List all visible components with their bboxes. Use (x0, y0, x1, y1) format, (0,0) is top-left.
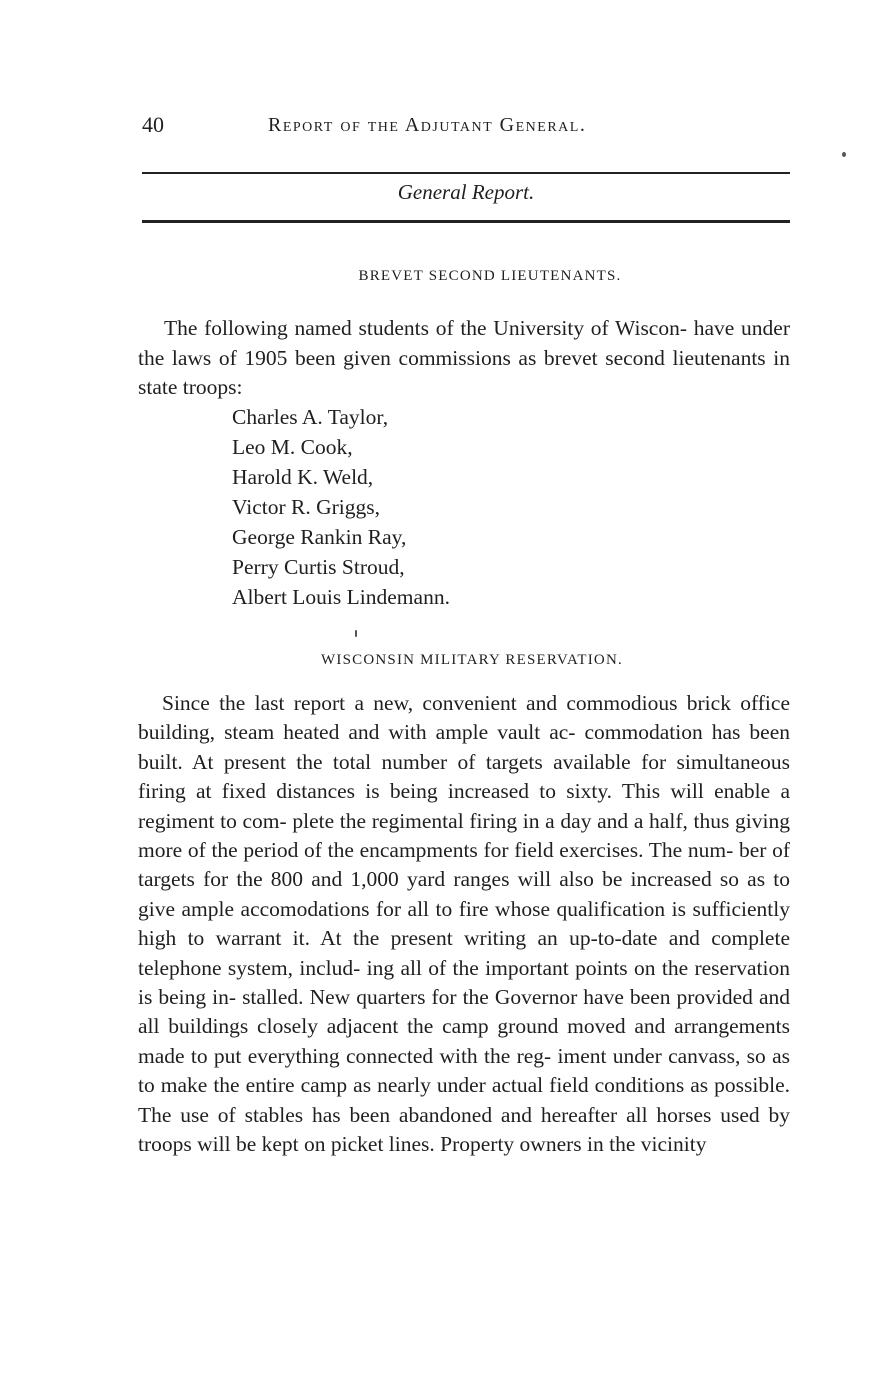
list-item: Leo M. Cook, (232, 435, 353, 459)
lieutenant-name-list (232, 402, 450, 612)
paper-speck (842, 152, 846, 157)
header-rule-bottom (142, 220, 790, 223)
running-title: Report of the Adjutant General. (268, 114, 587, 136)
list-item: Perry Curtis Stroud, (232, 555, 405, 579)
section-heading-reservation: WISCONSIN MILITARY RESERVATION. (321, 652, 623, 668)
list-item: Harold K. Weld, (232, 465, 374, 489)
section-title: General Report. (397, 180, 535, 204)
page-number: 40 (142, 112, 164, 137)
intro-paragraph: The following named students of the University of Wiscon- have under the laws of 1905 been given commissions as brevet second lieutenants in state troops: (138, 316, 790, 399)
paper-speck (355, 630, 357, 637)
list-item: Charles A. Taylor, (232, 405, 389, 429)
list-item: George Rankin Ray, (232, 525, 407, 549)
list-item: Albert Louis Lindemann. (232, 585, 450, 609)
list-item: Victor R. Griggs, (232, 495, 381, 519)
running-head (142, 112, 790, 144)
section-heading-brevet: BREVET SECOND LIEUTENANTS. (358, 268, 622, 284)
header-rule-top (142, 172, 790, 174)
reservation-paragraph: Since the last report a new, convenient and commodious brick office building, steam heated and with ample vault ac- commodation has been built. At present the total number of targets available for simultaneous firing at fixed distances is being increased to sixty. This will enable a regiment to com- plete the regimental firing in a day and a half, thus giving more of the period of the encampments for field exercises. The num- ber of targets for the 800 and 1,000 yard ranges will also be increased so as to give ample accomodations for all to fire whose qualification is sufficiently high to warrant it. At the present writing an up-to-date and complete telephone system, includ- ing all of the important points on the reservation is being in- stalled. New quarters for the Governor have been provided and all buildings closely adjacent the camp ground moved and arrangements made to put everything connected with the reg- iment under canvass, so as to make the entire camp as nearly under actual field conditions as possible. The use of stables has been abandoned and hereafter all horses used by troops will be kept on picket lines. Property owners in the vicinity (138, 691, 790, 1157)
